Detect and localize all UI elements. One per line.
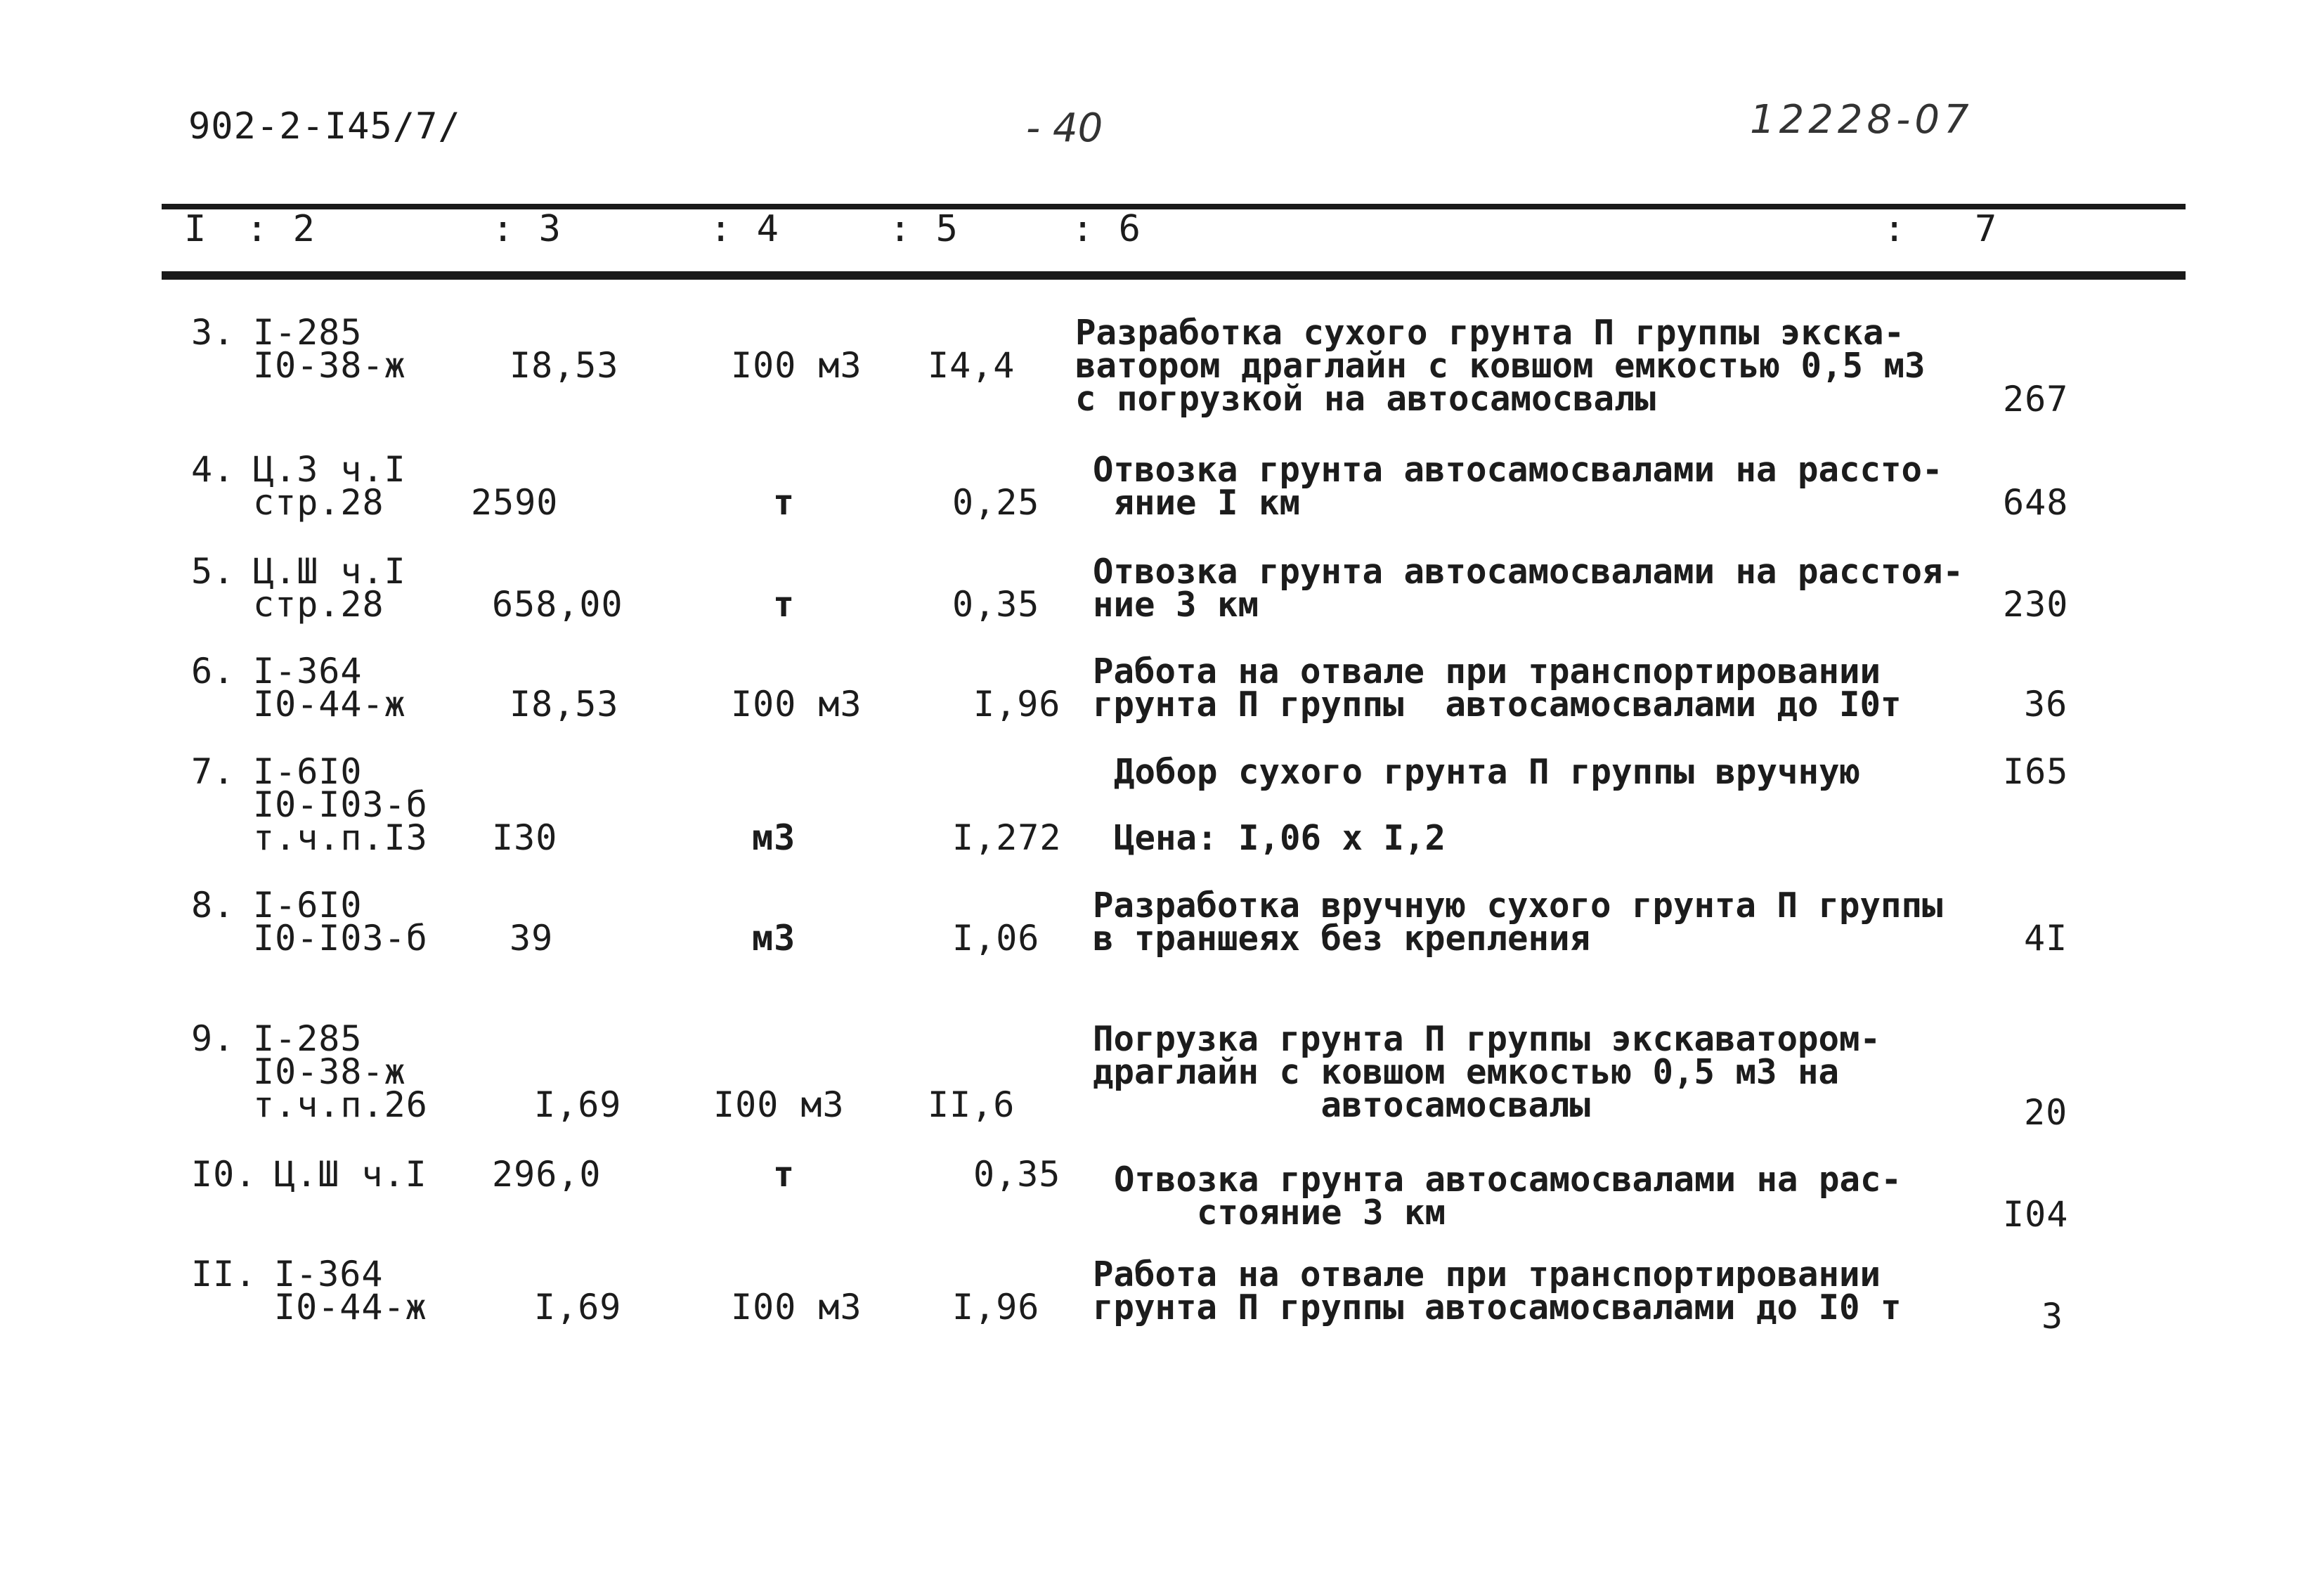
row-description: Работа на отвале при транспортировании грунта П группы автосамосвалами до I0т [1093, 651, 1902, 725]
row-description: Работа на отвале при транспортировании грунта П группы автосамосвалами до I0 т [1093, 1254, 1902, 1328]
row-reference: I-6I0 I0-I03-б т.ч.п.I3 [253, 751, 428, 858]
row-number: 5. [191, 551, 235, 592]
col-head-5: : 5 [889, 208, 959, 250]
row-quantity: 296,0 [492, 1154, 602, 1195]
row-quantity: I8,53 [509, 684, 619, 725]
row-unit: т [773, 1154, 796, 1195]
col-head-sep: : [1883, 208, 1907, 250]
row-number: 3. [191, 312, 235, 353]
row-reference: I-285 I0-38-ж [253, 312, 406, 386]
row-unit: т [773, 584, 796, 625]
row-reference: I-285 I0-38-ж т.ч.п.26 [253, 1018, 428, 1125]
col-head-1: I [184, 208, 208, 250]
document-number: 12228-07 [1750, 97, 1973, 143]
page-number: - 40 [1026, 105, 1103, 151]
row-unit: м3 [752, 817, 796, 858]
row-number: I0. [191, 1154, 257, 1195]
row-price: 0,25 [952, 482, 1040, 523]
header-rule-bottom [162, 271, 2186, 280]
row-reference: I-6I0 I0-I03-б [253, 885, 428, 959]
row-description: Разработка сухого грунта П группы экска- ватором драглайн с ковшом емкостью 0,5 м3 с погрузкой на автосамосвалы [1075, 313, 1926, 419]
row-number: 6. [191, 651, 235, 692]
row-description: Погрузка грунта П группы экскаватором- драглайн с ковшом емкостью 0,5 м3 на автосамосвалы [1093, 1019, 1881, 1125]
row-price: I,96 [952, 1287, 1040, 1328]
row-number: 4. [191, 449, 235, 490]
col-head-2: : 2 [246, 208, 316, 250]
row-total: 36 [2024, 684, 2068, 725]
row-reference: Ц.З ч.I стр.28 [253, 449, 406, 523]
document-code: 902-2-I45/7/ [188, 105, 461, 148]
row-total: I04 [2003, 1194, 2069, 1235]
row-quantity: 39 [509, 918, 554, 959]
row-quantity: 658,00 [492, 584, 623, 625]
row-unit: т [773, 482, 796, 523]
row-quantity: I,69 [534, 1287, 622, 1328]
row-total: 4I [2024, 918, 2068, 959]
row-number: II. [191, 1254, 257, 1294]
row-quantity: I,69 [534, 1084, 622, 1125]
row-quantity: I30 [492, 817, 558, 858]
row-description: Отвозка грунта автосамосвалами на рассто- яние I км [1093, 450, 1943, 523]
row-number: 8. [191, 885, 235, 926]
row-total: 20 [2024, 1092, 2068, 1133]
row-total: 230 [2003, 584, 2069, 625]
row-total: 267 [2003, 379, 2069, 420]
row-price: I,272 [952, 817, 1062, 858]
row-unit: I00 м3 [731, 345, 862, 386]
row-quantity: I8,53 [509, 345, 619, 386]
row-price: I,96 [973, 684, 1061, 725]
row-description: Разработка вручную сухого грунта П группы в траншеях без крепления [1093, 885, 1943, 959]
row-unit: I00 м3 [713, 1084, 845, 1125]
row-description: Добор сухого грунта П группы вручную [1114, 752, 1861, 792]
row-price: I4,4 [928, 345, 1015, 386]
col-head-3: : 3 [492, 208, 562, 250]
col-head-4: : 4 [710, 208, 780, 250]
row-price: I,06 [952, 918, 1040, 959]
col-head-7: 7 [1975, 208, 1999, 250]
row-reference: Ц.Ш ч.I [274, 1154, 427, 1195]
row-number: 7. [191, 751, 235, 792]
row-unit: I00 м3 [731, 1287, 862, 1328]
row-price: 0,35 [952, 584, 1040, 625]
row-total: 3 [2041, 1296, 2064, 1337]
row-number: 9. [191, 1018, 235, 1059]
row-reference: I-364 I0-44-ж [274, 1254, 427, 1328]
row-price-note: Цена: I,06 х I,2 [1114, 818, 1446, 858]
row-unit: м3 [752, 918, 796, 959]
row-description: Отвозка грунта автосамосвалами на рас- стояние 3 км [1114, 1160, 1902, 1233]
row-total: 648 [2003, 482, 2069, 523]
row-price: 0,35 [973, 1154, 1061, 1195]
row-quantity: 2590 [471, 482, 559, 523]
row-reference: Ц.Ш ч.I стр.28 [253, 551, 406, 625]
row-total: I65 [2003, 751, 2069, 792]
row-price: II,6 [928, 1084, 1015, 1125]
header-rule-top [162, 204, 2186, 209]
row-reference: I-364 I0-44-ж [253, 651, 406, 725]
row-description: Отвозка грунта автосамосвалами на расстоя- ние 3 км [1093, 552, 1964, 625]
col-head-6: : 6 [1072, 208, 1142, 250]
row-unit: I00 м3 [731, 684, 862, 725]
